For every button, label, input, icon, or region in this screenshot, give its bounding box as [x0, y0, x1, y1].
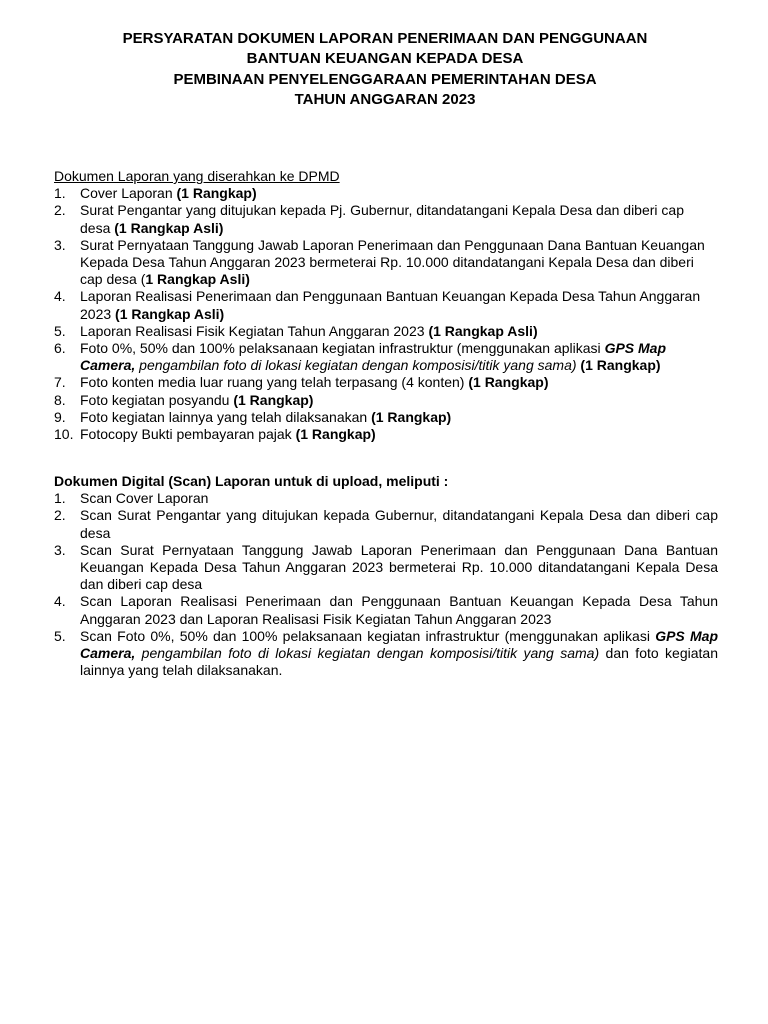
item-text: Scan Cover Laporan [80, 490, 209, 507]
list-item [54, 628, 718, 680]
item-number: 9. [54, 408, 66, 425]
title-line: PERSYARATAN DOKUMEN LAPORAN PENERIMAAN DAN PENGGUNAAN [122, 30, 648, 47]
section-heading: Dokumen Laporan yang diserahkan ke DPMD [54, 168, 340, 184]
item-number: 4. [54, 288, 66, 305]
section-heading: Dokumen Digital (Scan) Laporan untuk di upload, meliputi : [54, 473, 449, 489]
item-text: Foto 0%, 50% dan 100% pelaksanaan kegiatan infrastruktur (menggunakan aplikasi GPS Map Camera, pengambilan foto di lokasi kegiatan dengan komposisi/titik yang sama) (1 Rangkap) [80, 340, 667, 374]
requirements-list [54, 185, 718, 443]
item-number: 7. [54, 374, 66, 391]
title-line: BANTUAN KEUANGAN KEPADA DESA [246, 50, 524, 68]
list-item [54, 202, 718, 236]
list-item [54, 409, 718, 426]
list-item [54, 323, 718, 340]
item-text: Foto kegiatan lainnya yang telah dilaksanakan (1 Rangkap) [80, 408, 452, 425]
item-text: Surat Pengantar yang ditujukan kepada Pj. Gubernur, ditandatangani Kepala Desa dan diberi cap desa (1 Rangkap Asli) [80, 202, 684, 236]
list-item [54, 392, 718, 409]
item-text: Scan Surat Pengantar yang ditujukan kepada Gubernur, ditandatangani Kepala Desa dan diberi cap desa [80, 507, 718, 541]
item-text: Scan Foto 0%, 50% dan 100% pelaksanaan kegiatan infrastruktur (menggunakan aplikasi GPS Map Camera, pengambilan foto di lokasi kegiatan dengan komposisi/titik yang sama) dan foto kegiatan lainnya yang telah dilaksanakan. [80, 627, 718, 679]
item-number: 2. [54, 507, 66, 524]
title-line: TAHUN ANGGARAN 2023 [294, 90, 476, 108]
item-text: Scan Laporan Realisasi Penerimaan dan Penggunaan Bantuan Keuangan Kepada Desa Tahun Anggaran 2023 dan Laporan Realisasi Fisik Kegiatan Tahun Anggaran 2023 [80, 593, 718, 627]
item-number: 5. [54, 322, 66, 339]
item-number: 5. [54, 627, 66, 644]
list-item [54, 593, 718, 627]
item-text: Foto konten media luar ruang yang telah terpasang (4 konten) (1 Rangkap) [80, 374, 549, 391]
item-number: 8. [54, 391, 66, 408]
list-item [54, 185, 718, 202]
title-line: PEMBINAAN PENYELENGGARAAN PEMERINTAHAN DESA [173, 70, 597, 88]
item-number: 1. [54, 185, 66, 202]
item-number: 10. [54, 426, 74, 443]
list-item [54, 490, 718, 507]
item-number: 2. [54, 202, 66, 219]
section-dokumen-laporan [54, 168, 718, 443]
list-item [54, 426, 718, 443]
list-item [54, 507, 718, 541]
item-number: 3. [54, 236, 66, 253]
item-text: Scan Surat Pernyataan Tanggung Jawab Laporan Penerimaan dan Penggunaan Dana Bantuan Keuangan Kepada Desa Tahun Anggaran 2023 bermeterai Rp. 10.000 ditandatangani Kepala Desa dan diberi cap desa [80, 541, 718, 593]
item-text: Laporan Realisasi Fisik Kegiatan Tahun Anggaran 2023 (1 Rangkap Asli) [80, 322, 538, 339]
document-title [40, 29, 730, 110]
list-item [54, 542, 718, 594]
list-item [54, 237, 718, 289]
section-dokumen-digital [54, 473, 718, 679]
item-number: 6. [54, 340, 66, 357]
item-text: Fotocopy Bukti pembayaran pajak (1 Rangkap) [80, 426, 376, 443]
list-item [54, 374, 718, 391]
item-text: Foto kegiatan posyandu (1 Rangkap) [80, 391, 314, 408]
list-item [54, 340, 718, 374]
upload-list [54, 490, 718, 679]
item-text: Laporan Realisasi Penerimaan dan Penggunaan Bantuan Keuangan Kepada Desa Tahun Anggaran 2023 (1 Rangkap Asli) [80, 288, 701, 322]
item-text: Surat Pernyataan Tanggung Jawab Laporan Penerimaan dan Penggunaan Dana Bantuan Keuangan Kepada Desa Tahun Anggaran 2023 bermeterai Rp. 10.000 ditandatangani Kepala Desa dan diberi cap desa (1 Rangkap Asli) [80, 236, 705, 288]
item-text: Cover Laporan (1 Rangkap) [80, 185, 257, 202]
item-number: 4. [54, 593, 66, 610]
item-number: 1. [54, 490, 66, 507]
item-number: 3. [54, 541, 66, 558]
list-item [54, 288, 718, 322]
